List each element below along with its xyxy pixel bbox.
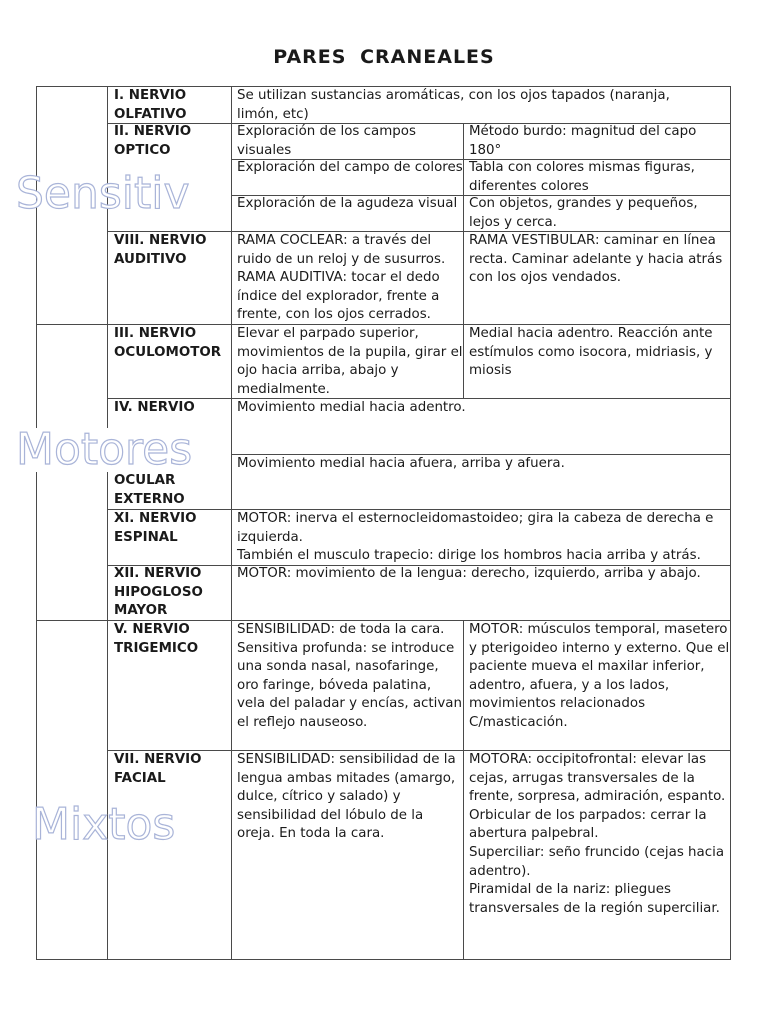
category-label-sensitivos: Sensitiv	[16, 168, 190, 219]
page-title: PARES CRANEALES	[273, 46, 495, 68]
nerve-name-auditivo: VIII. NERVIO AUDITIVO	[114, 233, 207, 267]
cuarto-desc-1: Movimiento medial hacia adentro.	[237, 400, 466, 415]
trigemico-right: MOTOR: músculos temporal, masetero y pterigoideo interno y externo. Que el paciente mueva el maxilar inferior, adentro, afuera, y a los lados, movimientos relacionados C/masticación.	[469, 622, 730, 730]
nerve-name-trigemico: V. NERVIO TRIGEMICO	[114, 622, 199, 656]
nerve-name-optico: II. NERVIO OPTICO	[114, 124, 192, 158]
nerve-desc-olfativo: Se utilizan sustancias aromáticas, con los ojos tapados (naranja, limón, etc)	[237, 88, 670, 122]
nerve-name-hipogloso: XII. NERVIO HIPOGLOSO MAYOR	[114, 566, 203, 619]
hipogloso-desc: MOTOR: movimiento de la lengua: derecho, izquierdo, arriba y abajo.	[237, 566, 701, 581]
espinal-desc-line-2: También el musculo trapecio: dirige los hombros hacia arriba y atrás.	[237, 548, 701, 564]
optico-row-2-right: Tabla con colores mismas figuras, diferentes colores	[469, 160, 695, 194]
table-border-bottom	[36, 959, 731, 960]
table-border-right	[730, 86, 731, 960]
facial-left: SENSIBILIDAD: sensibilidad de la lengua ambas mitades (amargo, dulce, cítrico y salado) y sensibilidad del lóbulo de la oreja. En toda la cara.	[237, 752, 456, 842]
optico-row-3-right: Con objetos, grandes y pequeños, lejos y cerca.	[469, 196, 698, 230]
nerve-name-cuarto: IV. NERVIO	[114, 400, 195, 415]
nerve-name-ocular-externo: OCULAR EXTERNO	[114, 473, 185, 507]
category-label-mixtos: Mixtos	[32, 799, 176, 850]
espinal-desc-line-1: MOTOR: inerva el esternocleidomastoideo; gira la cabeza de derecha e izquierda.	[237, 511, 714, 545]
nerve-name-facial: VII. NERVIO FACIAL	[114, 752, 202, 786]
optico-row-1-right: Método burdo: magnitud del capo 180°	[469, 124, 697, 158]
optico-row-2-left: Exploración del campo de colores	[237, 160, 463, 175]
facial-right	[463, 751, 730, 959]
trigemico-left: SENSIBILIDAD: de toda la cara. Sensitiva profunda: se introduce una sonda nasal, nasofaringe, oro faringe, bóveda palatina, vela del paladar y encías, activan el reflejo nauseoso.	[237, 622, 462, 730]
auditivo-left: RAMA COCLEAR: a través del ruido de un reloj y de susurros. RAMA AUDITIVA: tocar el dedo índice del explorador, frente a frente, con los ojos cerrados.	[237, 233, 446, 323]
auditivo-right: RAMA VESTIBULAR: caminar en línea recta. Caminar adelante y hacia atrás con los ojos vendados.	[469, 233, 723, 286]
facial-right-line-1: MOTORA: occipitofrontal: elevar las cejas, arrugas transversales de la frente, sorpresa, admiración, espanto.	[469, 752, 726, 805]
nerve-name-oculomotor: III. NERVIO OCULOMOTOR	[114, 326, 222, 360]
oculomotor-right: Medial hacia adentro. Reacción ante estímulos como isocora, midriasis, y miosis	[469, 326, 713, 379]
facial-right-line-4: Piramidal de la nariz: pliegues transversales de la región superciliar.	[469, 882, 720, 916]
facial-right-line-2: Orbicular de los parpados: cerrar la abertura palpebral.	[469, 807, 707, 842]
optico-row-1-left: Exploración de los campos visuales	[237, 124, 416, 158]
cuarto-desc-2: Movimiento medial hacia afuera, arriba y afuera.	[237, 456, 565, 471]
oculomotor-left: Elevar el parpado superior, movimientos de la pupila, girar el ojo hacia arriba, abajo y medialmente.	[237, 326, 463, 397]
category-label-motores: Motores	[16, 428, 208, 472]
facial-right-line-3: Superciliar: seño fruncido (cejas hacia adentro).	[469, 844, 725, 879]
espinal-desc	[231, 510, 730, 565]
optico-row-3-left: Exploración de la agudeza visual	[237, 196, 458, 211]
nerve-name-olfativo: I. NERVIO OLFATIVO	[114, 88, 187, 122]
nerve-name-espinal: XI. NERVIO ESPINAL	[114, 511, 197, 545]
